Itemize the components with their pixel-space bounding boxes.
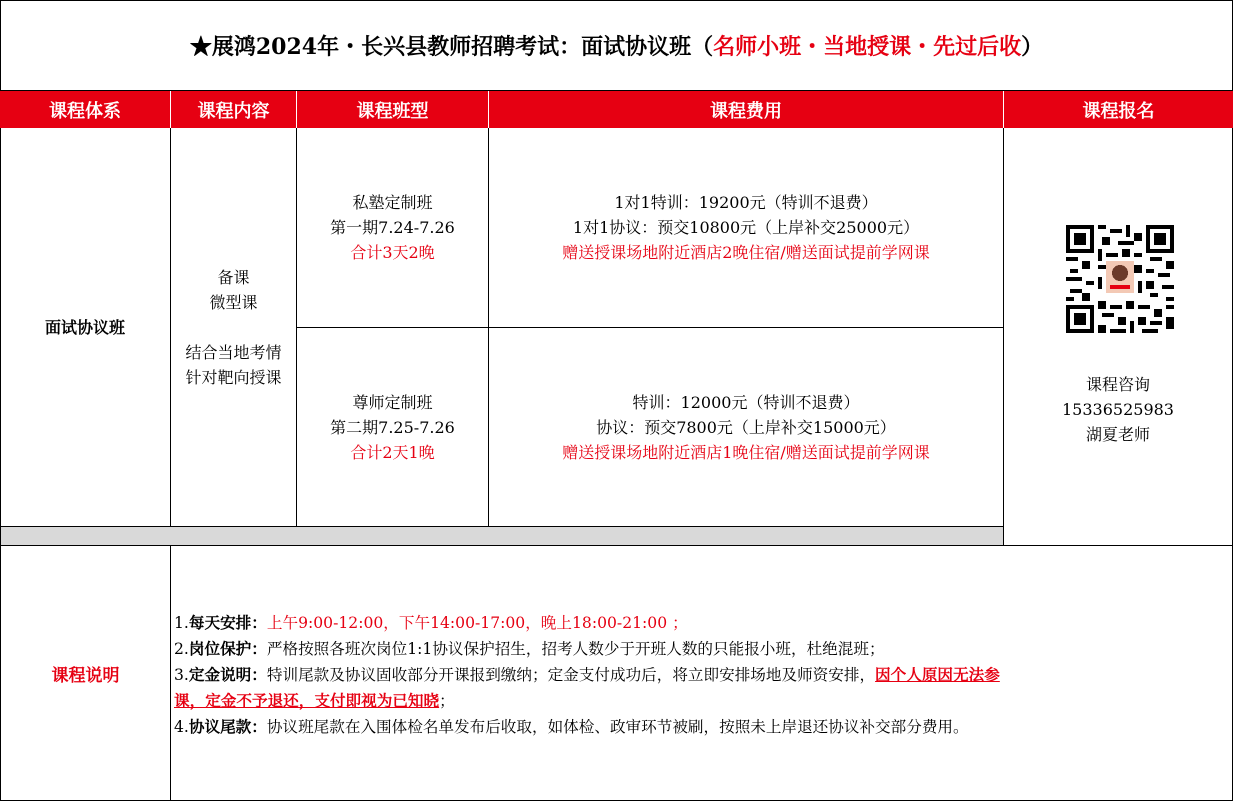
note-2: 2.岗位保护：严格按照各班次岗位1:1协议保护招生，招考人数少于开班人数的只能报小班，杜绝混班； bbox=[174, 639, 885, 658]
header-system: 课程体系 bbox=[0, 91, 171, 128]
title-main: ★展鸿2024年・长兴县教师招聘考试：面试协议班（ bbox=[189, 34, 714, 60]
class2-period: 第二期7.25-7.26 bbox=[330, 417, 455, 437]
notes-content bbox=[171, 546, 1233, 801]
title-highlight: 名师小班・当地授课・先过后收 bbox=[713, 34, 1022, 60]
register-info bbox=[1004, 372, 1232, 447]
course-system-cell bbox=[0, 128, 171, 527]
title-close: ） bbox=[1021, 34, 1044, 60]
course-content-cell bbox=[171, 128, 297, 527]
class1-cell bbox=[297, 128, 489, 328]
note-1: 1.每天安排：上午9:00-12:00，下午14:00-17:00，晚上18:00-21:00 ； bbox=[174, 613, 688, 632]
header-class: 课程班型 bbox=[297, 91, 489, 128]
header-content: 课程内容 bbox=[171, 91, 297, 128]
class1-period: 第一期7.24-7.26 bbox=[330, 218, 455, 237]
class2-fee1: 特训：12000元（特训不退费） bbox=[632, 392, 860, 412]
note-4: 4.协议尾款：协议班尾款在入围体检名单发布后收取，如体检、政审环节被刷，按照未上岸退还协议补交部分费用。 bbox=[174, 717, 969, 736]
content-line1: 备课 bbox=[217, 267, 250, 287]
consult-label: 课程咨询 bbox=[1085, 375, 1150, 394]
note-3: 3.定金说明：特训尾款及协议固收部分开课报到缴纳；定金支付成功后，将立即安排场地及师资安排，因个人原因无法参 bbox=[174, 665, 1000, 684]
page-title bbox=[0, 0, 1233, 91]
class1-fee2: 1对1协议：预交10800元（上岸补交25000元） bbox=[572, 218, 920, 237]
class2-cell bbox=[297, 328, 489, 527]
class2-total: 合计2天1晚 bbox=[350, 442, 435, 462]
note-3-cont: 课，定金不予退还，支付即视为已知晓； bbox=[174, 691, 455, 710]
class1-fee-cell bbox=[489, 128, 1004, 328]
register-cell bbox=[1004, 128, 1233, 546]
content-line3: 结合当地考情 bbox=[185, 342, 282, 362]
class1-name: 私塾定制班 bbox=[352, 193, 433, 212]
class1-fee1: 1对1特训：19200元（特训不退费） bbox=[614, 193, 878, 212]
class2-fee2: 协议：预交7800元（上岸补交15000元） bbox=[596, 417, 896, 437]
class2-gift: 赠送授课场地附近酒店1晚住宿/赠送面试提前学网课 bbox=[562, 442, 930, 462]
class2-fee-cell bbox=[489, 328, 1004, 527]
spacer-bar bbox=[1, 527, 1004, 546]
phone-number[interactable]: 15336525983 bbox=[1062, 400, 1174, 419]
class1-gift: 赠送授课场地附近酒店2晚住宿/赠送面试提前学网课 bbox=[562, 243, 930, 262]
class2-name: 尊师定制班 bbox=[352, 392, 433, 412]
class1-total: 合计3天2晚 bbox=[350, 243, 435, 262]
content-line2: 微型课 bbox=[209, 292, 258, 312]
content-line4: 针对靶向授课 bbox=[185, 367, 282, 387]
teacher-name: 湖夏老师 bbox=[1085, 425, 1150, 444]
qr-code-icon[interactable] bbox=[1066, 225, 1174, 337]
notes-label: 课程说明 bbox=[51, 665, 120, 686]
notes-label-cell bbox=[0, 546, 171, 801]
course-system: 面试协议班 bbox=[44, 317, 125, 337]
header-register: 课程报名 bbox=[1004, 91, 1233, 128]
header-fee: 课程费用 bbox=[489, 91, 1004, 128]
